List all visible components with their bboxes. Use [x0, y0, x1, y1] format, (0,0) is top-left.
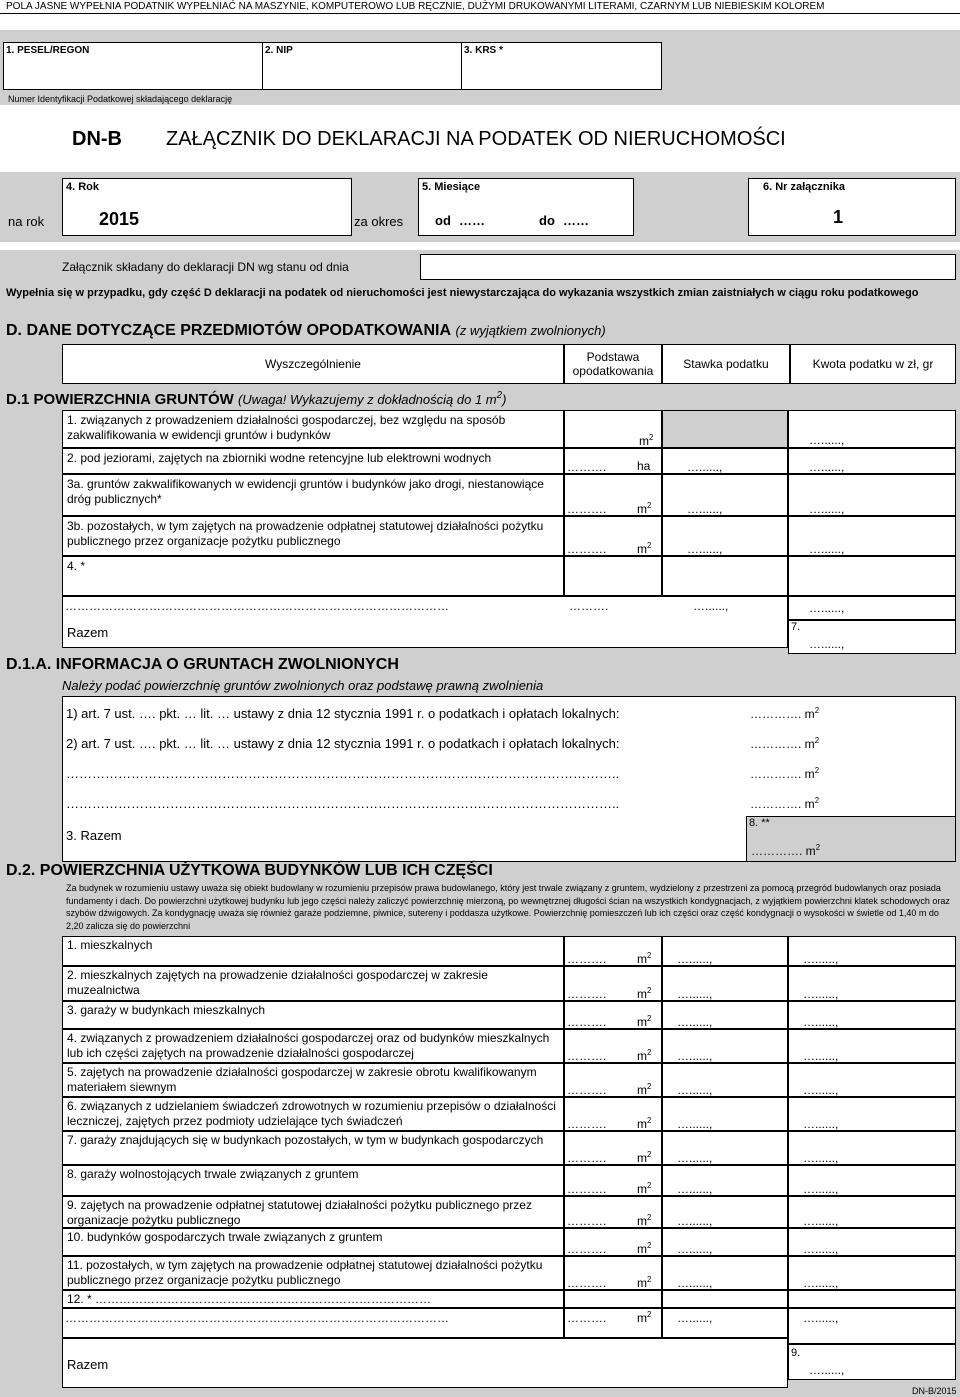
d1a-razem: 3. Razem [66, 828, 122, 843]
col-amount-header: Kwota podatku w zł, gr [790, 344, 956, 384]
exempt-row-label: 2) art. 7 ust. …. pkt. … lit. … ustawy z dnia 12 stycznia 1991 r. o podatkach i opłatach lokalnych: [66, 736, 620, 751]
amount-field[interactable] [788, 1256, 956, 1290]
d2-sum-dots: …......, [809, 1363, 845, 1377]
amount-field[interactable] [788, 1196, 956, 1228]
amount-field[interactable] [788, 966, 956, 1001]
rate-field[interactable] [662, 1290, 788, 1308]
exempt-row-value[interactable]: …………. $m^2$ [750, 796, 820, 811]
unit-m2: $m^2$ [637, 1082, 652, 1097]
amount-field[interactable] [788, 474, 956, 516]
section-d-title: D. DANE DOTYCZĄCE PRZEDMIOTÓW OPODATKOWANIA [6, 322, 452, 339]
amount-field[interactable] [788, 448, 956, 474]
nr-field[interactable] [748, 178, 956, 236]
rate-field[interactable] [662, 1196, 788, 1228]
amount-field[interactable] [788, 1308, 956, 1344]
base-dots: ………. [567, 1151, 607, 1165]
unit-m2: $m^2$ [637, 1116, 652, 1131]
amount-field[interactable] [788, 1001, 956, 1029]
rate-field[interactable] [662, 966, 788, 1001]
d2-sum-no: 9. [791, 1347, 801, 1359]
exempt-row-label: ……………………………………………………………………………………………………………….. [66, 766, 620, 781]
row-label: 4. związanych z prowadzeniem działalności gospodarczej oraz od budynków mieszkalnych lub ich części zajętych na prowadzenie działalności gospodarczej [67, 1031, 550, 1060]
rate-field[interactable] [662, 1063, 788, 1097]
row-label: 2. mieszkalnych zajętych na prowadzenie działalności gospodarczej w zakresie muzealnictwa [67, 968, 488, 997]
rate-field[interactable] [662, 1256, 788, 1290]
rate-field[interactable] [662, 936, 788, 966]
amount-field[interactable] [788, 410, 956, 448]
row-label: 1. mieszkalnych [67, 938, 153, 952]
krs-field[interactable] [461, 42, 662, 90]
amount-dots: …......, [809, 433, 845, 447]
unit-m2: $m^2$ [637, 1275, 652, 1290]
base-field[interactable] [564, 1131, 662, 1165]
exempt-row-value[interactable]: …………. $m^2$ [750, 706, 820, 721]
table-row [62, 1196, 564, 1228]
d2-sum-field[interactable] [788, 1344, 956, 1380]
d2-razem-label: Razem [67, 1357, 109, 1372]
exempt-row-label: 1) art. 7 ust. …. pkt. … lit. … ustawy z dnia 12 stycznia 1991 r. o podatkach i opłatach lokalnych: [66, 706, 620, 721]
year-value: 2015 [99, 209, 140, 229]
d1-razem-dots: …………………………………………………………………………………… [65, 599, 449, 613]
form-code: DN-B [72, 128, 122, 150]
d1a-sum-value: …………. $m^2$ [751, 843, 821, 858]
footer-code: DN-B/2015 [912, 1386, 957, 1396]
base-field[interactable] [564, 1001, 662, 1029]
row-label: 5. zajętych na prowadzenie działalności gospodarczej w zakresie obrotu kwalifikowanym materiałem siewnym [67, 1065, 537, 1094]
rate-field[interactable] [662, 1001, 788, 1029]
d1-note-end: ) [502, 392, 507, 407]
rate-dots: …......, [677, 1083, 713, 1097]
table-row [62, 1256, 564, 1290]
d1-heading [6, 390, 506, 408]
exempt-row-value[interactable]: …………. $m^2$ [750, 766, 820, 781]
base-field[interactable] [564, 1196, 662, 1228]
rate-field[interactable] [662, 1097, 788, 1131]
do-dots: …… [563, 213, 589, 228]
base-dots: ………. [567, 987, 607, 1001]
amount-dots: …......, [803, 987, 839, 1001]
amount-field[interactable] [788, 1097, 956, 1131]
nip-label: 2. NIP [265, 45, 293, 56]
base-field[interactable] [564, 1256, 662, 1290]
rate-dots: …......, [677, 1311, 713, 1325]
amount-field[interactable] [788, 556, 956, 596]
krs-label: 3. KRS * [464, 45, 503, 56]
row-label: 7. garaży znajdujących się w budynkach pozostałych, w tym w budynkach gospodarczych [67, 1133, 544, 1147]
rate-dots: …......, [677, 987, 713, 1001]
zalacznik-label: Załącznik składany do deklaracji DN wg stanu od dnia [62, 260, 349, 274]
unit-m2: $m^2$ [637, 1310, 652, 1325]
amount-dots: …......, [809, 502, 845, 516]
unit-m2: $m^2$ [637, 501, 652, 516]
base-field[interactable] [564, 1228, 662, 1256]
amount-dots: …......, [803, 1151, 839, 1165]
do-label: do [539, 213, 555, 228]
base-dots: ………. [567, 502, 607, 516]
amount-dots: …......, [809, 460, 845, 474]
amount-dots: …......, [803, 1015, 839, 1029]
d1-note: (Uwaga! Wykazujemy z dokładnością do 1 m [237, 392, 497, 407]
za-okres-label: za okres [354, 214, 404, 229]
pesel-field[interactable] [3, 42, 263, 90]
unit-m2: $m^2$ [639, 433, 654, 448]
nip-caption: Numer Identyfikacji Podatkowej składającego deklarację [8, 94, 233, 104]
amount-dots: …......, [803, 1182, 839, 1196]
amount-field[interactable] [788, 1029, 956, 1063]
d1-sum-no: 7. [791, 621, 801, 633]
amount-field[interactable] [788, 516, 956, 556]
base-field[interactable] [564, 556, 662, 596]
table-row [62, 1097, 564, 1131]
d1-sum-dots: …......, [809, 637, 845, 651]
base-field[interactable] [564, 1029, 662, 1063]
nip-field[interactable] [262, 42, 462, 90]
col-spec-header: Wyszczególnienie [62, 344, 564, 384]
rate-dots: …......, [677, 1117, 713, 1131]
base-dots: ………. [567, 460, 607, 474]
row-label: 12. * ………………………………………………………………………… [67, 1292, 432, 1306]
instruction-bar [0, 0, 960, 14]
d2-razem-row [62, 1338, 788, 1388]
nr-value: 1 [833, 207, 844, 227]
rate-dots: …......, [677, 1049, 713, 1063]
d1a-sum-field[interactable] [746, 816, 956, 862]
table-row [62, 1131, 564, 1165]
exempt-row-value[interactable]: …………. $m^2$ [750, 736, 820, 751]
rate-dots: …......, [677, 952, 713, 966]
zalacznik-date-field[interactable] [420, 254, 956, 280]
d1a-sum-no: 8. ** [749, 817, 770, 829]
amount-dots: …......, [803, 1214, 839, 1228]
unit-m2: $m^2$ [637, 951, 652, 966]
unit-m2: $m^2$ [637, 986, 652, 1001]
notice-text: Wypełnia się w przypadku, gdy część D deklaracji na podatek od nieruchomości jest niewystarczająca do wykazania wszystkich zmian zaistniałych w ciągu roku podatkowego [6, 287, 919, 299]
months-field[interactable] [418, 178, 634, 236]
table-row [62, 516, 564, 556]
d1-note-sup: 2 [496, 390, 503, 401]
table-row [62, 556, 564, 596]
row-label: 11. pozostałych, w tym zajętych na prowadzenie odpłatnej statutowej działalności pożytku publicznego przez organizacje pożytku publicznego [67, 1258, 543, 1287]
rate-field[interactable] [662, 556, 788, 596]
fill-instruction: POLA JASNE WYPEŁNIA PODATNIK WYPEŁNIAĆ NA MASZYNIE, KOMPUTEROWO LUB RĘCZNIE, DUŻYMI DRUKOWANYMI LITERAMI, CZARNYM LUB NIEBIESKIM KOLOREM [6, 1, 825, 12]
base-field[interactable] [564, 1308, 662, 1338]
table-row [62, 966, 564, 1001]
amount-dots: …......, [809, 542, 845, 556]
base-dots: ………. [567, 1276, 607, 1290]
amount-field[interactable] [788, 936, 956, 966]
row-label: 4. * [67, 559, 86, 573]
rate-field[interactable] [662, 1308, 788, 1338]
col-base-header: Podstawa opodatkowania [564, 344, 662, 384]
col-rate-header: Stawka podatku [662, 344, 790, 384]
base-dots: ………. [567, 542, 607, 556]
rate-field[interactable] [662, 474, 788, 516]
table-row [62, 448, 564, 474]
unit-m2: $m^2$ [637, 1241, 652, 1256]
rate-dots: …......, [687, 542, 723, 556]
year-label: 4. Rok [66, 181, 100, 193]
rate-field[interactable] [662, 1228, 788, 1256]
d1-razem-row [62, 596, 788, 648]
amount-dots: …......, [803, 1276, 839, 1290]
row-label: 1. związanych z prowadzeniem działalności gospodarczej, bez względu na sposób zakwalifikowania w ewidencji gruntów i budynków [67, 413, 506, 442]
d1a-title: D.1.A. INFORMACJA O GRUNTACH ZWOLNIONYCH [6, 656, 399, 673]
rate-dots: …......, [677, 1151, 713, 1165]
rate-field[interactable] [662, 516, 788, 556]
rate-dots: …......, [687, 502, 723, 516]
unit-m2: $m^2$ [637, 541, 652, 556]
od-dots: …… [459, 213, 485, 228]
base-field[interactable] [564, 516, 662, 556]
row-label: 6. związanych z udzielaniem świadczeń zdrowotnych w rozumieniu przepisów o działalności leczniczej, zajętych przez podmioty udzielające tych świadczeń [67, 1099, 556, 1128]
amount-field[interactable] [788, 1290, 956, 1308]
amount-dots: …......, [803, 1083, 839, 1097]
d1a-subtitle: Należy podać powierzchnię gruntów zwolnionych oraz podstawę prawną zwolnienia [62, 678, 544, 693]
base-dots: ………. [567, 952, 607, 966]
unit-m2: $m^2$ [637, 1048, 652, 1063]
unit-m2: $m^2$ [637, 1181, 652, 1196]
amount-field[interactable] [788, 1165, 956, 1196]
pesel-label: 1. PESEL/REGON [6, 45, 90, 56]
amount-dots: …......, [803, 1311, 839, 1325]
row-label: 3a. gruntów zakwalifikowanych w ewidencji gruntów i budynków jako drogi, niestanowiące dróg publicznych* [67, 477, 544, 506]
rate-field[interactable] [662, 1131, 788, 1165]
d1-title: D.1 POWIERZCHNIA GRUNTÓW [6, 391, 234, 408]
base-dots: ………. [567, 1182, 607, 1196]
section-d-heading [6, 322, 606, 340]
rate-field[interactable] [662, 1165, 788, 1196]
unit-m2: $m^2$ [637, 1150, 652, 1165]
base-dots: ………. [567, 1214, 607, 1228]
amount-dots: …......, [803, 1117, 839, 1131]
amount-dots: …......, [803, 1049, 839, 1063]
na-rok-label: na rok [8, 214, 45, 229]
base-field[interactable] [564, 1290, 662, 1308]
base-dots: ………. [567, 1083, 607, 1097]
amount-field[interactable] [788, 1063, 956, 1097]
rate-dots: …......, [677, 1276, 713, 1290]
unit-ha: ha [637, 459, 651, 473]
table-row [62, 1063, 564, 1097]
base-dots: ………. [567, 1117, 607, 1131]
row-label: 9. zajętych na prowadzenie odpłatnej statutowej działalności pożytku publicznego przez organizacje pożytku publicznego [67, 1198, 532, 1227]
d1-amount-last[interactable] [788, 596, 956, 620]
row-label: 8. garaży wolnostojących trwale związanych z gruntem [67, 1167, 359, 1181]
section-d-subtitle: (z wyjątkiem zwolnionych) [455, 323, 606, 338]
d1-razem-base-dots: ………. [569, 599, 609, 613]
base-dots: ………. [567, 1015, 607, 1029]
table-row [62, 936, 564, 966]
table-row [62, 1165, 564, 1196]
rate-field[interactable] [662, 1029, 788, 1063]
row-label: 3b. pozostałych, w tym zajętych na prowadzenie odpłatnej statutowej działalności pożytku publicznego przez organizacje pożytku publicznego [67, 519, 544, 548]
rate-dots: …......, [687, 460, 723, 474]
base-field[interactable] [564, 474, 662, 516]
rate-dots: …......, [677, 1214, 713, 1228]
amount-dots: …......, [803, 1242, 839, 1256]
table-row [62, 474, 564, 516]
rate-dots: …......, [677, 1182, 713, 1196]
d1-razem-rate-dots: …......, [693, 599, 729, 613]
year-field[interactable] [62, 178, 352, 236]
base-field[interactable] [564, 966, 662, 1001]
base-dots: ………. [567, 1242, 607, 1256]
base-field[interactable] [564, 410, 662, 448]
dots-row-label: …………………………………………………………………………………… [65, 1311, 449, 1325]
base-field[interactable] [564, 1063, 662, 1097]
d2-title: D.2. POWIERZCHNIA UŻYTKOWA BUDYNKÓW LUB ICH CZĘŚCI [6, 862, 493, 879]
od-label: od [435, 213, 451, 228]
table-row [62, 1228, 564, 1256]
unit-m2: $m^2$ [637, 1213, 652, 1228]
base-field[interactable] [564, 936, 662, 966]
base-dots: ………. [567, 1311, 607, 1325]
row-label: 10. budynków gospodarczych trwale związanych z gruntem [67, 1230, 383, 1244]
base-field[interactable] [564, 1165, 662, 1196]
table-row [62, 1029, 564, 1063]
rate-field[interactable] [662, 448, 788, 474]
base-dots: ………. [567, 1049, 607, 1063]
d1-amount-last-dots: …......, [809, 601, 845, 615]
amount-field[interactable] [788, 1228, 956, 1256]
table-row [62, 410, 564, 448]
rate-dots: …......, [677, 1015, 713, 1029]
amount-dots: …......, [803, 952, 839, 966]
nr-label: 6. Nr załącznika [763, 181, 845, 193]
d1-sum-field[interactable] [788, 620, 956, 654]
table-row [62, 1290, 564, 1308]
unit-m2: $m^2$ [637, 1014, 652, 1029]
d1-razem-label: Razem [67, 625, 109, 640]
base-field[interactable] [564, 448, 662, 474]
rate-dots: …......, [677, 1242, 713, 1256]
d2-description: Za budynek w rozumieniu ustawy uważa się obiekt budowlany w rozumieniu przepisów prawa budowlanego, który jest trwale związany z gruntem, wydzielony z przestrzeni za pomocą przegród budowlanych oraz posiada fundamenty i dach. Do powierzchni użytkowej budynku lub jego części należy zaliczyć powierzchnię mierzoną, po wewnętrznej długości ścian na wszystkich kondygnacjach, z wyjątkiem powierzchni klatek schodowych oraz szybów dźwigowych. Za kondygnację uważa się również garaże podziemne, piwnice, sutereny i poddasza użytkowe. Powierzchnię pomieszczeń lub ich części oraz część kondygnacji o wysokości w świetle od 1,40 m do 2,20 zalicza się do powierzchni [66, 883, 950, 931]
rate-field[interactable] [662, 410, 788, 448]
amount-field[interactable] [788, 1131, 956, 1165]
row-label: 2. pod jeziorami, zajętych na zbiorniki wodne retencyjne lub elektrowni wodnych [67, 451, 492, 465]
table-row [62, 1308, 564, 1338]
table-row [62, 1001, 564, 1029]
base-field[interactable] [564, 1097, 662, 1131]
row-label: 3. garaży w budynkach mieszkalnych [67, 1003, 266, 1017]
exempt-row-label: ……………………………………………………………………………………………………………….. [66, 796, 620, 811]
months-label: 5. Miesiące [422, 181, 481, 193]
form-title: ZAŁĄCZNIK DO DEKLARACJI NA PODATEK OD NIERUCHOMOŚCI [166, 128, 786, 150]
